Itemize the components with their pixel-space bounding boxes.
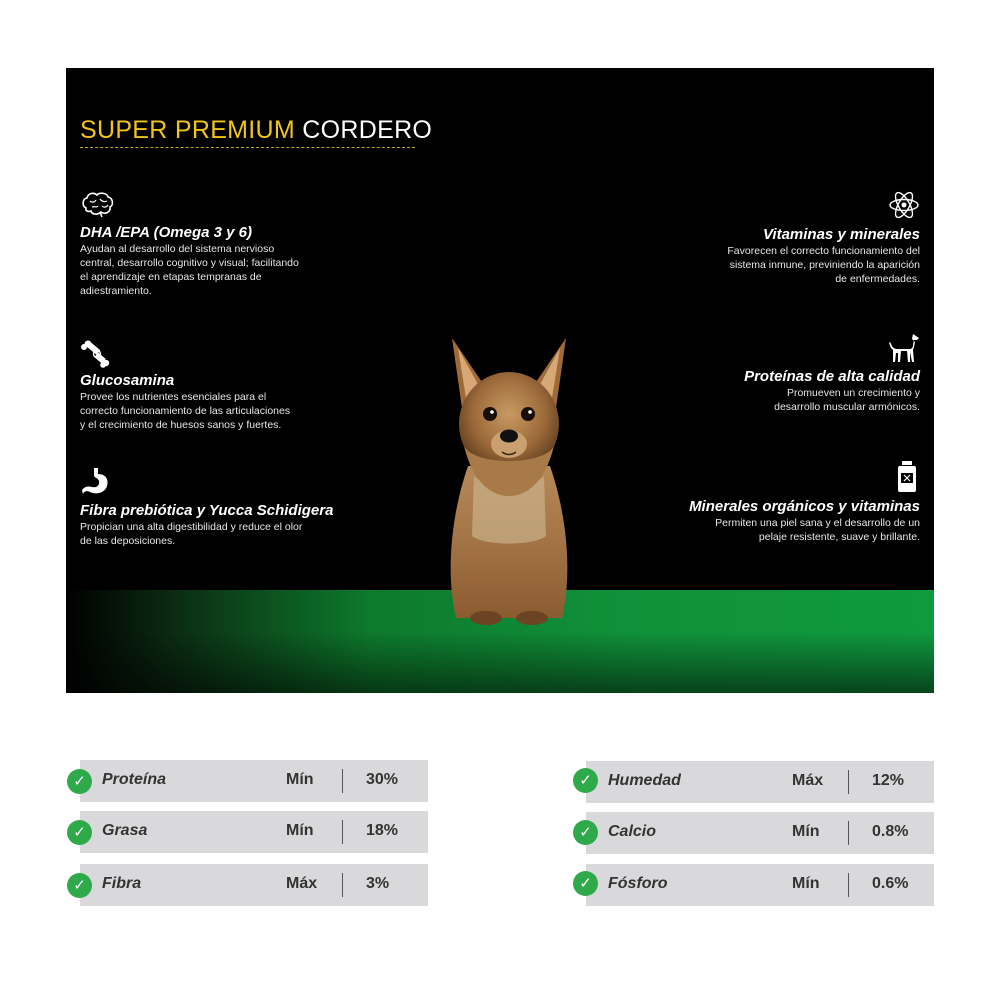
banner-title xyxy=(80,116,432,145)
nutrition-row xyxy=(80,811,428,853)
title-rest: CORDERO xyxy=(302,116,433,144)
nutrient-qualifier: Máx xyxy=(286,875,318,892)
row-separator xyxy=(342,820,343,844)
feature-desc xyxy=(80,390,380,432)
feature-title: Proteínas de alta calidad xyxy=(744,368,920,385)
feature-desc xyxy=(620,244,920,286)
check-icon: ✓ xyxy=(67,769,92,794)
nutrition-row xyxy=(586,864,934,906)
nutrient-value: 0.8% xyxy=(872,823,909,840)
nutrition-row xyxy=(586,812,934,854)
desc-line: de enfermedades. xyxy=(835,273,920,285)
bone-joint-icon xyxy=(80,338,112,368)
feature-title: Glucosamina xyxy=(80,372,175,389)
row-separator xyxy=(848,770,849,794)
feature-vitaminas xyxy=(620,188,920,286)
feature-glucosamina xyxy=(80,338,380,432)
product-banner xyxy=(66,68,934,693)
nutrient-value: 18% xyxy=(366,822,399,839)
nutrient-name: Fósforo xyxy=(608,875,668,892)
nutrient-name: Fibra xyxy=(102,875,142,892)
desc-line: pelaje resistente, suave y brillante. xyxy=(758,531,920,543)
nutrition-row xyxy=(80,760,428,802)
row-separator xyxy=(342,873,343,897)
nutrient-value: 0.6% xyxy=(872,875,909,892)
feature-dha-epa xyxy=(80,190,380,298)
feature-title: Vitaminas y minerales xyxy=(762,226,920,243)
desc-line: Promueven un crecimiento y xyxy=(786,387,920,399)
check-icon: ✓ xyxy=(67,820,92,845)
desc-line: central, desarrollo cognitivo y visual; facilitando xyxy=(80,257,299,269)
nutrient-name: Proteína xyxy=(102,771,167,788)
feature-title: Fibra prebiótica y Yucca Schidigera xyxy=(80,502,334,519)
desc-line: Propician una alta digestibilidad y reduce el olor xyxy=(80,521,303,533)
feature-desc xyxy=(80,242,380,298)
nutrient-qualifier: Mín xyxy=(792,823,820,840)
feature-proteinas xyxy=(620,332,920,414)
check-icon: ✓ xyxy=(573,871,598,896)
row-separator xyxy=(848,821,849,845)
stomach-icon xyxy=(80,466,112,496)
atom-icon xyxy=(888,188,920,222)
check-icon: ✓ xyxy=(67,873,92,898)
desc-line: el aprendizaje en etapas tempranas de xyxy=(80,271,262,283)
title-accent: SUPER PREMIUM xyxy=(80,116,296,144)
nutrient-qualifier: Máx xyxy=(792,772,824,789)
desc-line: desarrollo muscular armónicos. xyxy=(774,401,920,413)
nutrient-value: 30% xyxy=(366,771,399,788)
desc-line: Permiten una piel sana y el desarrollo de un xyxy=(715,517,920,529)
nutrient-qualifier: Mín xyxy=(286,771,314,788)
nutrient-qualifier: Mín xyxy=(792,875,820,892)
feature-desc xyxy=(80,520,380,548)
desc-line: sistema inmune, previniendo la aparición xyxy=(729,259,920,271)
desc-line: correcto funcionamiento de las articulaciones xyxy=(80,405,291,417)
check-icon: ✓ xyxy=(573,768,598,793)
nutrient-name: Calcio xyxy=(608,823,657,840)
feature-desc xyxy=(600,516,920,544)
desc-line: Ayudan al desarrollo del sistema nervioso xyxy=(80,243,275,255)
desc-line: Favorecen el correcto funcionamiento del xyxy=(727,245,920,257)
desc-line: Provee los nutrientes esenciales para el xyxy=(80,391,267,403)
feature-fibra xyxy=(80,466,380,548)
title-underline xyxy=(80,147,415,148)
yorkshire-terrier-photo xyxy=(434,336,584,626)
desc-line: adiestramiento. xyxy=(80,285,152,297)
brain-icon xyxy=(80,190,116,220)
feature-minerales xyxy=(600,460,920,544)
nutrition-row xyxy=(586,761,934,803)
row-separator xyxy=(342,769,343,793)
desc-line: y el crecimiento de huesos sanos y fuertes. xyxy=(80,419,282,431)
nutrient-value: 3% xyxy=(366,875,390,892)
supplement-bottle-icon xyxy=(894,460,920,494)
nutrient-name: Grasa xyxy=(102,822,148,839)
row-separator xyxy=(848,873,849,897)
feature-title: Minerales orgánicos y vitaminas xyxy=(689,498,920,515)
desc-line: de las deposiciones. xyxy=(80,535,176,547)
feature-title: DHA /EPA (Omega 3 y 6) xyxy=(80,224,252,241)
feature-desc xyxy=(620,386,920,414)
nutrition-row xyxy=(80,864,428,906)
check-icon: ✓ xyxy=(573,820,598,845)
dog-silhouette-icon xyxy=(886,332,920,364)
nutrient-qualifier: Mín xyxy=(286,822,314,839)
nutrient-name: Humedad xyxy=(608,772,681,789)
nutrient-value: 12% xyxy=(872,772,905,789)
